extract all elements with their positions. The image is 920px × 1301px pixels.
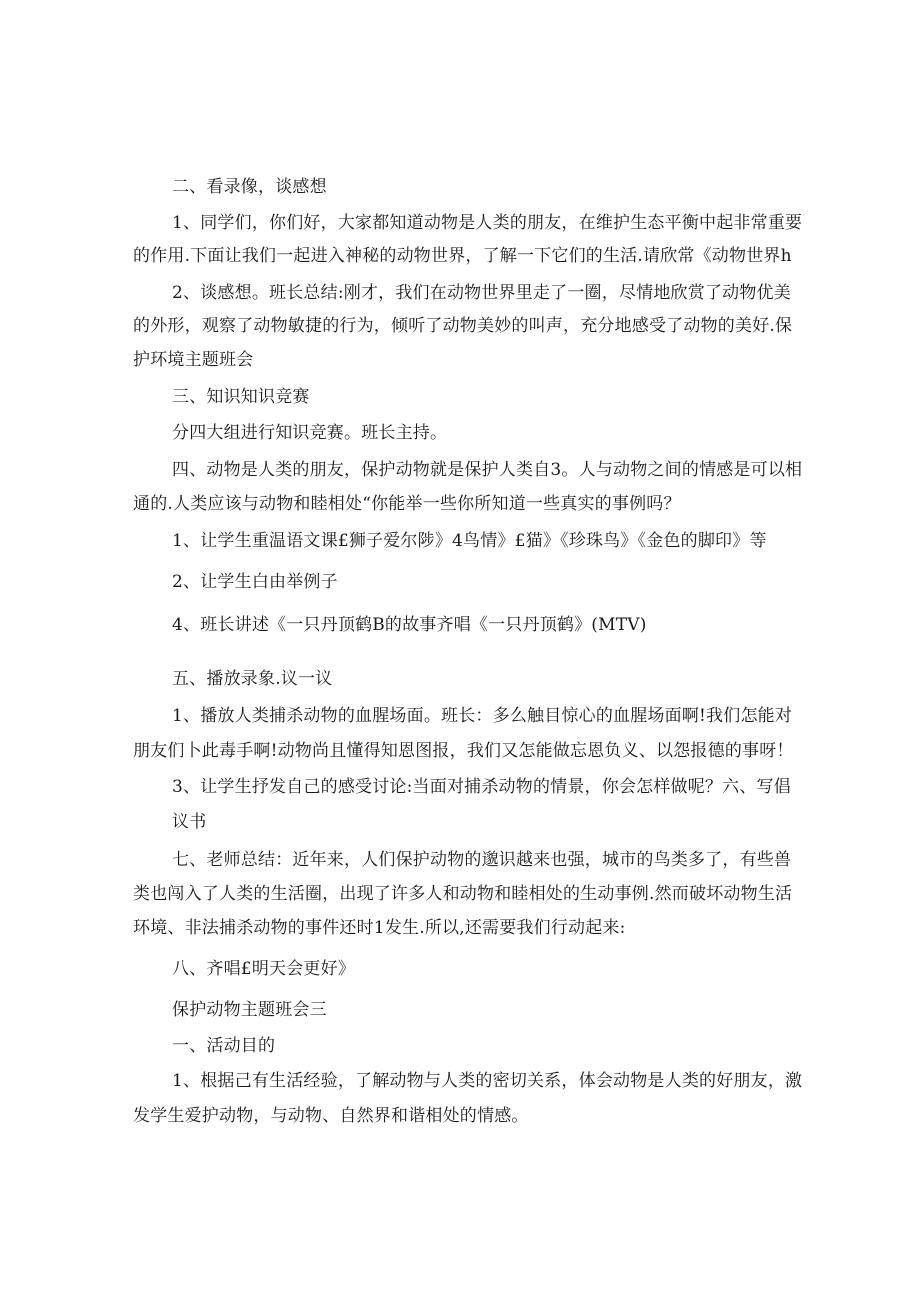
paragraph-line: 1、同学们，你们好，大家都知道动物是人类的朋友，在维护生态平衡中起非常重要: [172, 213, 803, 233]
section-heading-8: 八、齐唱£明天会更好》: [172, 959, 356, 979]
paragraph-line: 类也闯入了人类的生活圈，出现了许多人和动物和睦相处的生动事例.然而破坏动物生活: [133, 884, 793, 904]
paragraph-line: 环境、非法捕杀动物的事件还时1发生.所以,还需要我们行动起来:: [133, 918, 626, 938]
paragraph-line: 1、播放人类捕杀动物的血腥场面。班长：多么触目惊心的血腥场面啊!我们怎能对: [172, 706, 793, 726]
section-heading-4: 四、动物是人类的朋友，保护动物就是保护人类自3。人与动物之间的情感是可以相: [172, 460, 803, 480]
paragraph-line: 的作用.下面让我们一起进入神秘的动物世界，了解一下它们的生活.请欣常《动物世界h: [133, 246, 792, 266]
section-heading-3: 三、知识知识竞赛: [172, 387, 310, 407]
section-heading-5: 五、播放录象.议一议: [172, 669, 333, 689]
paragraph-line: 2、谈感想。班长总结:刚才，我们在动物世界里走了一圈，尽情地欣赏了动物优美: [172, 283, 791, 303]
list-item: 2、让学生白由举例子: [172, 572, 338, 592]
list-item: 4、班长讲述《一只丹顶鹤B的故事齐唱《一只丹顶鹤》(MTV): [172, 615, 647, 635]
document-subtitle: 保护动物主题班会三: [172, 1000, 327, 1020]
section-heading-1: 一、活动目的: [172, 1036, 276, 1056]
paragraph-line: 发学生爱护动物，与动物、自然界和谐相处的情感。: [133, 1106, 529, 1126]
paragraph-line: 议书: [172, 812, 207, 832]
paragraph-line: 的外形，观察了动物敏捷的行为，倾听了动物美妙的叫声，充分地感受了动物的美好.保: [133, 316, 793, 336]
paragraph-line: 护环境主题班会: [133, 350, 254, 370]
paragraph-line: 分四大组进行知识竞赛。班长主持。: [172, 423, 448, 443]
paragraph-line: 3、让学生抒发自己的感受讨论:当面对捕杀动物的情景，你会怎样做呢？六、写倡: [172, 777, 791, 797]
list-item: 1、让学生重温语文课£狮子爱尔陟》4鸟情》£猫》《珍珠鸟》《金色的脚印》等: [172, 531, 767, 551]
section-heading-7: 七、老师总结：近年来，人们保护动物的邈识越来也强，城市的鸟类多了，有些兽: [172, 850, 792, 870]
paragraph-line: 1、根据己有生活经验，了解动物与人类的密切关系，体会动物是人类的好朋友，激: [172, 1071, 803, 1091]
paragraph-line: 通的.人类应该与动物和睦相处“你能举一些你所知道一些真实的事例吗？: [133, 494, 681, 514]
paragraph-line: 朋友们卜此毒手啊!动物尚且懂得知恩图报，我们又怎能做忘恩负义、以怨报德的事呀！: [133, 741, 794, 761]
section-heading-2: 二、看录像，谈感想: [172, 177, 327, 197]
